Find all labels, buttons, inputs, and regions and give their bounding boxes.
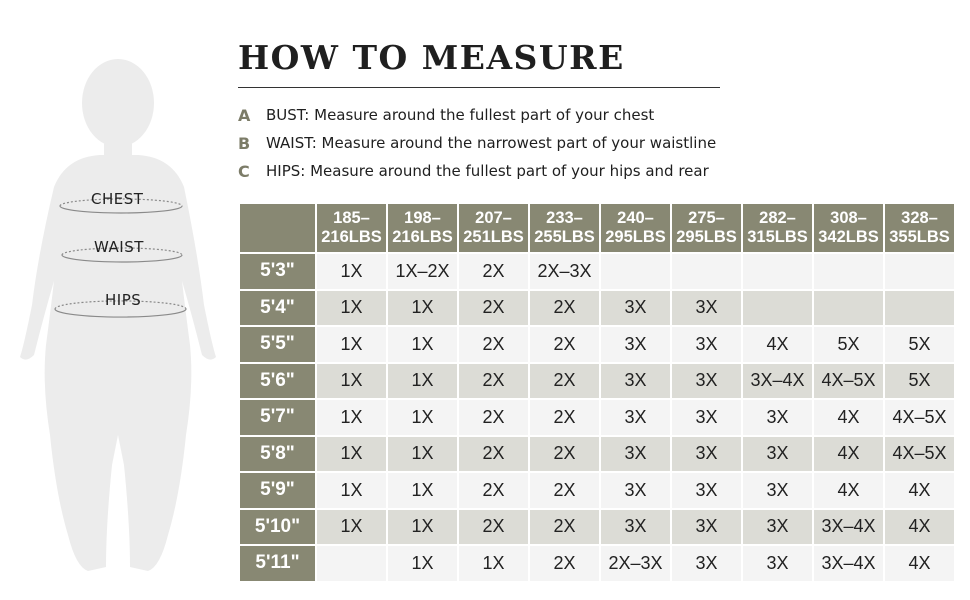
size-cell: 3X	[743, 546, 812, 581]
size-cell: 2X	[530, 327, 599, 362]
size-cell: 3X–4X	[814, 510, 883, 545]
title-divider	[238, 87, 720, 88]
size-cell: 2X	[530, 400, 599, 435]
size-cell: 3X	[672, 291, 741, 326]
weight-range-end: 295LBS	[676, 228, 737, 246]
size-cell: 2X	[459, 510, 528, 545]
size-cell: 2X	[530, 546, 599, 581]
weight-range-start: 207–	[475, 209, 512, 227]
size-cell: 1X	[317, 327, 386, 362]
size-cell: 1X	[388, 327, 457, 362]
size-cell	[743, 254, 812, 289]
size-cell	[814, 254, 883, 289]
height-cell: 5'9"	[240, 473, 315, 508]
size-cell	[672, 254, 741, 289]
table-body	[240, 254, 954, 581]
size-cell: 3X	[743, 437, 812, 472]
height-cell: 5'7"	[240, 400, 315, 435]
weight-range-end: 315LBS	[747, 228, 808, 246]
instruction-text: WAIST: Measure around the narrowest part of your waistline	[266, 134, 717, 152]
weight-range-start: 185–	[333, 209, 370, 227]
size-cell: 1X	[317, 364, 386, 399]
body-silhouette-figure	[20, 55, 230, 580]
size-cell: 4X–5X	[885, 400, 954, 435]
size-cell: 3X	[601, 510, 670, 545]
table-row	[240, 291, 954, 326]
size-cell: 2X	[459, 437, 528, 472]
instruction-waist	[238, 129, 716, 157]
size-cell: 2X	[459, 327, 528, 362]
weight-range-start: 233–	[546, 209, 583, 227]
size-cell	[601, 254, 670, 289]
instruction-letter: A	[238, 105, 251, 125]
weight-range-end: 216LBS	[321, 228, 382, 246]
size-cell: 2X	[459, 291, 528, 326]
measure-instructions	[238, 101, 716, 185]
size-cell: 3X–4X	[814, 546, 883, 581]
table-row	[240, 400, 954, 435]
size-cell: 4X	[885, 473, 954, 508]
weight-range-header	[530, 204, 599, 252]
size-chart-table	[238, 202, 956, 583]
size-cell: 1X–2X	[388, 254, 457, 289]
weight-range-end: 295LBS	[605, 228, 666, 246]
weight-range-start: 198–	[404, 209, 441, 227]
size-cell: 3X	[672, 400, 741, 435]
size-cell	[814, 291, 883, 326]
size-cell: 4X	[814, 473, 883, 508]
body-silhouette-icon	[20, 55, 230, 580]
size-cell: 3X	[601, 364, 670, 399]
size-cell: 4X	[743, 327, 812, 362]
size-cell: 1X	[388, 291, 457, 326]
height-cell: 5'10"	[240, 510, 315, 545]
size-cell: 3X	[601, 400, 670, 435]
size-cell: 1X	[388, 473, 457, 508]
weight-range-end: 216LBS	[392, 228, 453, 246]
size-cell: 3X	[672, 327, 741, 362]
instruction-letter: B	[238, 133, 251, 153]
size-cell: 3X	[743, 473, 812, 508]
size-cell: 2X–3X	[601, 546, 670, 581]
height-cell: 5'8"	[240, 437, 315, 472]
waist-label: WAIST	[94, 238, 144, 256]
size-cell: 4X	[885, 510, 954, 545]
instruction-text: HIPS: Measure around the fullest part of your hips and rear	[266, 162, 709, 180]
size-cell: 1X	[388, 510, 457, 545]
weight-range-header	[814, 204, 883, 252]
size-cell: 3X	[743, 510, 812, 545]
weight-range-header	[672, 204, 741, 252]
weight-range-end: 255LBS	[534, 228, 595, 246]
size-cell: 3X–4X	[743, 364, 812, 399]
size-cell: 2X	[459, 364, 528, 399]
size-cell: 3X	[601, 327, 670, 362]
instruction-hips	[238, 157, 716, 185]
weight-range-header	[743, 204, 812, 252]
size-cell: 3X	[672, 473, 741, 508]
hips-label: HIPS	[105, 291, 142, 309]
size-cell: 3X	[601, 473, 670, 508]
size-cell: 1X	[388, 437, 457, 472]
size-cell: 5X	[885, 327, 954, 362]
table-row	[240, 437, 954, 472]
size-cell	[885, 254, 954, 289]
chest-label: CHEST	[91, 190, 144, 208]
weight-range-start: 328–	[901, 209, 938, 227]
size-cell: 2X	[459, 254, 528, 289]
instruction-letter: C	[238, 161, 250, 181]
size-cell: 1X	[388, 364, 457, 399]
table-header-row	[240, 204, 954, 252]
weight-range-start: 282–	[759, 209, 796, 227]
size-cell: 4X	[885, 546, 954, 581]
size-cell: 1X	[459, 546, 528, 581]
weight-range-header	[601, 204, 670, 252]
size-cell: 1X	[317, 291, 386, 326]
instruction-text: BUST: Measure around the fullest part of your chest	[266, 106, 655, 124]
size-cell: 1X	[317, 254, 386, 289]
table-row	[240, 473, 954, 508]
size-cell: 1X	[388, 400, 457, 435]
size-cell	[317, 546, 386, 581]
size-cell: 2X	[459, 473, 528, 508]
weight-range-end: 251LBS	[463, 228, 524, 246]
instruction-bust	[238, 101, 716, 129]
size-cell: 3X	[672, 510, 741, 545]
weight-range-header	[388, 204, 457, 252]
size-cell: 1X	[317, 473, 386, 508]
size-cell	[885, 291, 954, 326]
size-cell: 3X	[601, 291, 670, 326]
size-cell: 2X	[530, 437, 599, 472]
size-cell: 2X	[530, 473, 599, 508]
weight-range-start: 308–	[830, 209, 867, 227]
height-cell: 5'4"	[240, 291, 315, 326]
height-cell: 5'5"	[240, 327, 315, 362]
size-cell: 1X	[317, 437, 386, 472]
size-cell	[743, 291, 812, 326]
weight-range-header	[317, 204, 386, 252]
size-cell: 3X	[601, 437, 670, 472]
table-row	[240, 546, 954, 581]
size-cell: 5X	[885, 364, 954, 399]
size-cell: 3X	[672, 437, 741, 472]
size-cell: 3X	[743, 400, 812, 435]
weight-range-header	[459, 204, 528, 252]
size-cell: 5X	[814, 327, 883, 362]
size-cell: 3X	[672, 364, 741, 399]
size-cell: 2X	[530, 291, 599, 326]
weight-range-header	[885, 204, 954, 252]
height-cell: 5'3"	[240, 254, 315, 289]
weight-range-start: 275–	[688, 209, 725, 227]
table-row	[240, 327, 954, 362]
weight-range-end: 355LBS	[889, 228, 950, 246]
page-title: HOW TO MEASURE	[238, 38, 625, 77]
size-cell: 1X	[388, 546, 457, 581]
table-row	[240, 510, 954, 545]
size-cell: 2X	[530, 364, 599, 399]
weight-range-start: 240–	[617, 209, 654, 227]
table-row	[240, 364, 954, 399]
size-cell: 1X	[317, 400, 386, 435]
height-cell: 5'11"	[240, 546, 315, 581]
height-cell: 5'6"	[240, 364, 315, 399]
table-row	[240, 254, 954, 289]
size-cell: 3X	[672, 546, 741, 581]
table-corner-cell	[240, 204, 315, 252]
size-cell: 2X–3X	[530, 254, 599, 289]
size-cell: 4X	[814, 400, 883, 435]
size-cell: 4X–5X	[814, 364, 883, 399]
weight-range-end: 342LBS	[818, 228, 879, 246]
size-cell: 1X	[317, 510, 386, 545]
size-cell: 4X–5X	[885, 437, 954, 472]
size-cell: 2X	[530, 510, 599, 545]
size-cell: 4X	[814, 437, 883, 472]
size-cell: 2X	[459, 400, 528, 435]
